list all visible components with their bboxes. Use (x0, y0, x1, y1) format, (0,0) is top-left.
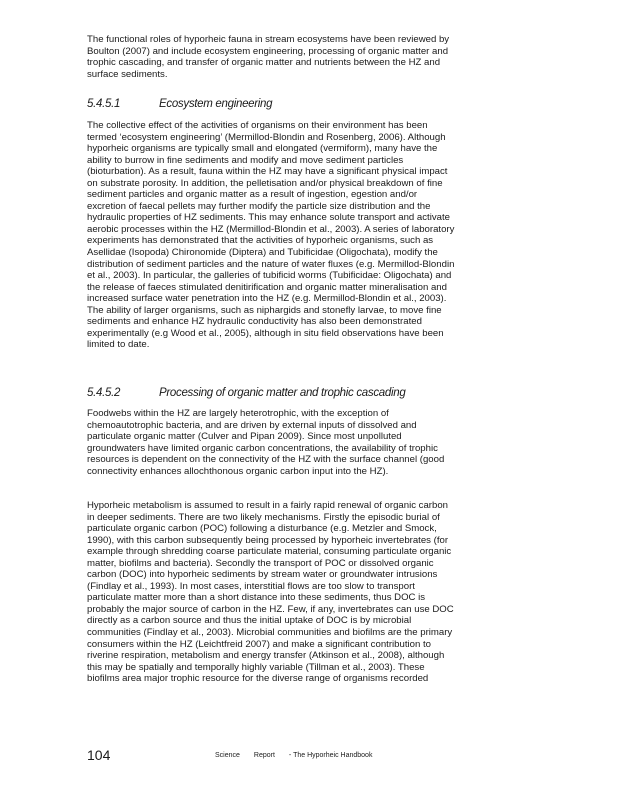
text-line: communities (Findlay et al., 2003). Microbial communities and biofilms are the primary (87, 627, 453, 639)
section-title: Ecosystem engineering (159, 98, 273, 110)
text-line: particulate matter more than a short distance into these sediments, thus DOC is (87, 592, 426, 604)
section-number: 5.4.5.1 (87, 98, 121, 110)
text-line: Boulton (2007) and include ecosystem engineering, processing of organic matter and (87, 45, 449, 57)
text-line: et al., 2003). In particular, the galleries of tubificid worms (Tubificidae: Oligochata) and (87, 270, 452, 282)
text-line: consumers within the HZ (Leichtfreid 2007) and make a significant contribution to (87, 638, 431, 650)
running-footer (215, 752, 386, 759)
text-line: termed ‘ecosystem engineering’ (Mermillod-Blondin and Rosenberg, 2006). Although (87, 131, 446, 143)
section-number: 5.4.5.2 (87, 387, 121, 399)
text-line: experimentally (e.g Wood et al., 2005), although in situ field observations have been (87, 327, 444, 339)
text-line: surface sediments. (87, 68, 168, 80)
text-line: particulate organic carbon (POC) following a disturbance (e.g. Metzler and Smock, (87, 523, 437, 535)
text-line: particulate organic matter (Culver and Pipan 2009). Since most unpolluted (87, 431, 402, 443)
text-line: Hyporheic metabolism is assumed to result in a fairly rapid renewal of organic carbon (87, 500, 448, 511)
text-line: (Findlay et al., 1993). In most cases, interstitial flows are too slow to transport (87, 580, 415, 592)
text-line: distribution of sediment particles and the nature of water fluxes (e.g. Mermillod-Blondin (87, 258, 455, 270)
text-line: increased surface water penetration into the HZ (e.g. Mermillod-Blondin et al., 2003). (87, 293, 447, 305)
text-line: excretion of faecal pellets may further modify the particle size distribution and the (87, 200, 431, 212)
text-line: (bioturbation). As a result, fauna within the HZ may have a significant physical impact (87, 166, 448, 178)
text-line: biofilms area major trophic resource for the diverse range of organisms recorded (87, 673, 429, 685)
text-line: chemoautotrophic bacteria, and are driven by external inputs of dissolved and (87, 419, 417, 431)
text-line: matter, biofilms and bacteria). Secondly the transport of POC or dissolved organic (87, 557, 434, 569)
text-line: aerobic processes within the HZ (Mermillod-Blondin et al., 2003). A series of laboratory (87, 223, 455, 235)
footer-right-mark: Report (253, 752, 275, 759)
footer-left-mark: Science (215, 752, 240, 759)
text-line: resources is dependent on the connectivity of the HZ with the surface channel (good (87, 454, 445, 466)
hyporheic-metabolism-paragraph (87, 500, 519, 685)
text-line: probably the major source of carbon in the HZ. Few, if any, invertebrates can use DOC (87, 603, 454, 615)
text-line: directly as a carbon source and thus the initial uptake of DOC is by microbial (87, 615, 412, 627)
text-line: Asellidae (Isopoda) Chironomide (Diptera) and Tubificidae (Oligochata), modify the (87, 247, 438, 259)
text-line: sediment particles and organic matter as a result of ingestion, egestion and/or (87, 189, 418, 201)
page-number: 104 (87, 747, 111, 763)
text-line: on substrate porosity. In addition, the pelletisation and/or physical breakdown of fine (87, 177, 443, 189)
text-line: groundwaters have limited organic carbon concentrations, the availability of trophic (87, 442, 438, 454)
text-line: in deeper sediments. There are two likely mechanisms. Firstly the episodic burial of (87, 511, 440, 523)
text-line: the release of faeces stimulated denitirification and organic matter mineralisation and (87, 281, 447, 293)
text-line: sediments and enhance HZ hydraulic conductivity has also been demonstrated (87, 316, 422, 328)
section-heading-ecosystem-engineering (87, 98, 272, 110)
text-line: example through shredding coarse particulate material, consuming particulate organic (87, 546, 452, 558)
footer-title: - The Hyporheic Handbook (288, 752, 373, 759)
text-line: hyporheic organisms are typically small and elongated (vermiform), many have the (87, 143, 438, 155)
text-line: riverine respiration, metabolism and energy transfer (Atkinson et al., 2008), although (87, 650, 445, 662)
intro-paragraph (87, 34, 519, 80)
text-line: ability to burrow in fine sediments and modify and move sediment particles (87, 154, 404, 166)
text-line: limited to date. (87, 339, 150, 351)
text-line: Foodwebs within the HZ are largely heterotrophic, with the exception of (87, 408, 389, 419)
text-line: carbon (DOC) into hyporheic sediments by stream water or groundwater intrusions (87, 569, 438, 581)
text-line: this may be spatially and temporally highly variable (Tillman et al., 2003). These (87, 661, 425, 673)
text-line: trophic cascading, and transfer of organic matter and nutrients between the HZ and (87, 57, 441, 69)
text-line: experiments has demonstrated that the activities of hyporheic organisms, such as (87, 235, 434, 247)
section-title: Processing of organic matter and trophic cascading (159, 387, 406, 399)
text-line: The collective effect of the activities of organisms on their environment has been (87, 120, 428, 131)
section-heading-processing (87, 387, 405, 399)
text-line: connectivity enhances allochthonous organic carbon input into the HZ). (87, 465, 389, 477)
text-line: The ability of larger organisms, such as niphargids and stonefly larvae, to move fine (87, 304, 442, 316)
processing-paragraph (87, 408, 519, 477)
text-line: 1990), with this carbon subsequently being processed by hyporheic invertebrates (for (87, 534, 449, 546)
ecosystem-engineering-paragraph (87, 120, 519, 351)
text-line: The functional roles of hyporheic fauna in stream ecosystems have been reviewed by (87, 34, 450, 45)
text-line: hydraulic properties of HZ sediments. This may enhance solute transport and activate (87, 212, 450, 224)
